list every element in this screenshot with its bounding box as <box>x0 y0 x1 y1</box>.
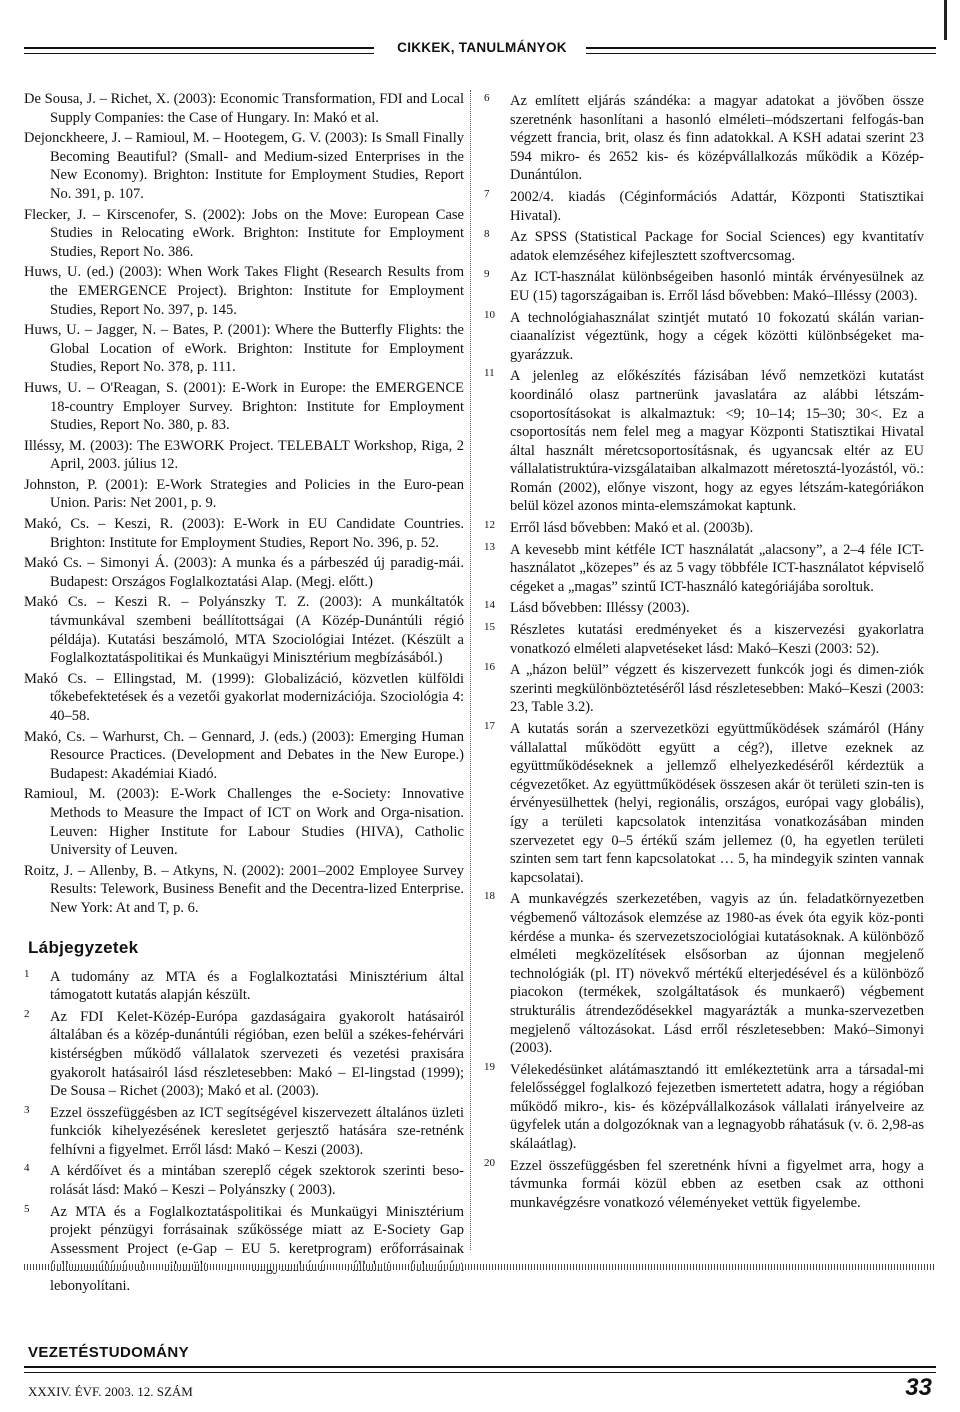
footnote-number: 11 <box>484 367 495 380</box>
reference-item: Makó Cs. – Keszi R. – Polyánszky T. Z. (2003): A munkáltatók távmunkával szembeni beállítottságai (A Közép-Dunántúli régió példája). Kutatási beszámoló, MTA Szociológiai Intézet. (Készült a Foglalkoztatáspolitikai és Munkaügyi Minisztérium megbízásából.) <box>24 594 464 667</box>
reference-item: Ramioul, M. (2003): E-Work Challenges the e-Society: Innovative Methods to Measure the Impact of ICT on Work and Orga-nisation. Leuven: Higher Institute for Labour Studies (HIVA), Catholic University of Leuven. <box>24 786 464 859</box>
footnote-item <box>484 1061 924 1154</box>
reference-list <box>24 90 464 918</box>
reference-item: Johnston, P. (2001): E-Work Strategies and Policies in the Euro-pean Union. Paris: Net 2001, p. 9. <box>24 476 464 512</box>
section-header-title: CIKKEK, TANULMÁNYOK <box>397 40 567 55</box>
footnote-number: 2 <box>24 1007 30 1020</box>
reference-item: Huws, U. (ed.) (2003): When Work Takes Flight (Research Results from the EMERGENCE Project). Brighton: Institute for Employment Studies, Report No. 397, p. 145. <box>24 264 464 318</box>
column-divider <box>470 90 471 1250</box>
footer-rule <box>24 1366 936 1373</box>
footnote-item <box>484 1157 924 1213</box>
footnote-list-left <box>24 968 464 1296</box>
footnote-text: A munkavégzés szerkezetében, vagyis az ún. feladatkörnyezetben végbemenő változások elemzése az 1980-as évek óta egyik köz-ponti kérdése a munka- és szervezetszociológiai kutatásoknak. A különböző elméleti megközelítések elsősorban az újonnan megjelenő technológiák (pl. IT) növekvő mértékű elterjedésével és a különböző piacokon (termékek, szolgáltatások és munkaerő) végbement strukturális átrendeződésekkel magyarázták a munka-szervezetben megjelenő változásokat. Lásd erről részletesebben: Makó–Simonyi (2003). <box>510 891 924 1057</box>
footnote-number: 17 <box>484 720 495 732</box>
footnote-number: 8 <box>484 228 490 241</box>
footnote-number: 19 <box>484 1060 495 1073</box>
footnote-number: 18 <box>484 890 495 903</box>
footnote-number: 9 <box>484 268 490 281</box>
footnotes-heading: Lábjegyzetek <box>28 937 139 957</box>
footnote-text: Részletes kutatási eredményeket és a kiszervezési gyakorlatra vonatkozó elméleti alapvetéseket lásd: Makó–Keszi (2003: 52). <box>510 622 924 657</box>
footnote-text: Ezzel összefüggésben fel szeretnénk hívni a figyelmet arra, hogy a távmunka formái közül ebben az esetben csak az otthoni munkavégzésre vonatkozó véleményeket vettük figyelembe. <box>510 1157 924 1211</box>
footnote-text: Ezzel összefüggésben az ICT segítségével kiszervezett általános üzleti funkciók kihelyezésének keresletet gerjesztő hatására sze-retnénk felhívni a figyelmet. Erről lásd: Makó – Keszi (2003). <box>50 1104 464 1158</box>
footnote-number: 6 <box>484 92 490 104</box>
footnote-text: Erről lásd bővebben: Makó et al. (2003b). <box>510 520 754 537</box>
footnote-number: 13 <box>484 540 495 553</box>
footnote-item <box>484 92 924 185</box>
footnote-item <box>484 621 924 658</box>
reference-item: De Sousa, J. – Richet, X. (2003): Economic Transformation, FDI and Local Supply Companies: the Case of Hungary. In: Makó et al. <box>24 91 464 126</box>
bottom-rule <box>24 1264 936 1270</box>
footnote-item <box>484 720 924 887</box>
reference-item: Makó, Cs. – Keszi, R. (2003): E-Work in EU Candidate Countries. Brighton: Institute for Employment Studies, Report No. 396, p. 52. <box>24 516 464 551</box>
footnote-text: 2002/4. kiadás (Céginformációs Adattár, Központi Statisztikai Hivatal). <box>510 188 924 224</box>
footnote-item <box>484 661 924 717</box>
page-edge-mark <box>944 0 947 40</box>
footnote-text: A „házon belül” végzett és kiszervezett funkcók jogi és dimen-ziók szerinti megkülönböztetéséről lásd részletesebben: Makó–Keszi (2003: 23, Table 3.2). <box>510 662 924 716</box>
footnote-number: 10 <box>484 308 495 321</box>
page-number: 33 <box>905 1374 932 1401</box>
issue-info: XXXIV. ÉVF. 2003. 12. SZÁM <box>28 1384 193 1399</box>
footnote-text: A kutatás során a szervezetközi együttműködések számáról (Hány vállalattal működött együtt a cég?), illetve ezeknek az együttműködéseknek a jellemző elhelyezkedéséről kérdeztük a cégvezetőket. Az együttműködések összesen akár öt területi szin-ten is érvényesülhettek (helyi, regionális, országos, európai vagy globális), így a területi kapcsolatok intenzitása vonatkozásában minden szervezetet egy 0–5 értékű szám jellemez (0, ha egyetlen területi szinten sem tart fenn kapcsolatokat … 5, ha mindegyik szinten vannak kapcsolatai). <box>510 721 924 886</box>
footnote-item <box>24 1203 464 1296</box>
reference-item: Roitz, J. – Allenby, B. – Atkyns, N. (2002): 2001–2002 Employee Survey Results: Telework, Business Benefit and the Decentra-lized Enterprise. New York: At and T, p. 6. <box>24 862 464 916</box>
footnote-number: 4 <box>24 1162 30 1175</box>
footnote-number: 14 <box>484 599 495 612</box>
footnote-item <box>24 1104 464 1160</box>
header-rule-right <box>586 47 936 54</box>
footnote-number: 20 <box>484 1156 495 1169</box>
footnote-item <box>24 1008 464 1101</box>
footnote-number: 1 <box>24 967 30 980</box>
footnote-item <box>484 541 924 597</box>
footnote-number: 3 <box>24 1103 30 1116</box>
footnote-item <box>484 890 924 1057</box>
reference-item: Makó Cs. – Ellingstad, M. (1999): Globalizáció, közvetlen külföldi tőkebefektetések és a vezetői gyakorlat modernizációja. Szociológia 4: 40–58. <box>24 670 464 724</box>
footnote-text: Az FDI Kelet-Közép-Európa gazdaságaira gyakorolt hatásairól általában és a közép-dunántúli régióban, ezen belül a székes-fehérvári kistérségben működő vállalatok szervezeti és vezetési praxisára gyakorolt hatásairól lásd részletesebben: Makó – El-lingstad (1999); De Sousa – Richet (2003); Makó et al. (2003). <box>50 1008 464 1100</box>
journal-title: VEZETÉSTUDOMÁNY <box>28 1344 190 1361</box>
footnote-number: 5 <box>24 1202 30 1215</box>
footnote-text: Lásd bővebben: Illéssy (2003). <box>510 600 690 617</box>
reference-item: Dejonckheere, J. – Ramioul, M. – Hootegem, G. V. (2003): Is Small Finally Becoming Beautiful? (Small- and Medium-sized Enterprises in the New Economy). Brighton: Institute for Employment Studies, Report No. 391, p. 107. <box>24 130 464 202</box>
footnote-item <box>484 268 924 305</box>
footnote-item <box>484 228 924 265</box>
footnote-text: Vélekedésünket alátámasztandó itt emlékeztetünk arra a társadal-mi felelősséggel foglalkozó fejezetben ismertetett adatra, hogy a régióban működő mikro-, kis- és középvállalkozások vállalati irányelveire az ügyfelek után a dolgozóknak van a legnagyobb ráhatásuk (v. ö. 2,98-as skálaátlag). <box>510 1061 924 1153</box>
footnote-text: A kérdőívet és a mintában szereplő cégek szektorok szerinti beso-rolását lásd: Makó – Keszi – Polyánszky ( 2003). <box>50 1163 464 1199</box>
footnote-text: Az ICT-használat különbségeiben hasonló minták érvényesülnek az EU (15) tagországaiban is. Erről lásd bővebben: Makó–Illéssy (2003). <box>510 269 924 304</box>
footnote-text: Az SPSS (Statistical Package for Social Sciences) egy kvantitatív adatok elemzéséhez kifejlesztett szoftvercsomag. <box>510 229 924 264</box>
header-rule-left <box>24 47 374 54</box>
reference-item: Illéssy, M. (2003): The E3WORK Project. TELEBALT Workshop, Riga, 2 April, 2003. július 12. <box>24 437 464 473</box>
footnote-item <box>484 519 924 538</box>
footnote-text: A tudomány az MTA és a Foglalkoztatási Minisztérium által támogatott kutatás alapján készült. <box>50 968 464 1004</box>
footnote-number: 12 <box>484 519 495 532</box>
footnote-text: A jelenleg az előkészítés fázisában lévő nemzetközi kutatást koordináló olasz partnerünk javaslatára az alábbi létszám-csoportosításokat is alkalmaztuk: <9; 10–14; 15–30; 30<. Ez a csoportosítás nem felel meg a magyar Központi Statisztikai Hivatal által használt méretcsoportosításnak, és ugyancsak eltér az EU vállalatistruktúra-vizsgálataiban alkalmazott méretosztá-lyozástól, vö.: Román (2002), előnye viszont, hogy az egyes létszám-kategóriákon belül közel azonos minta-elemszámokat kaptunk. <box>510 368 924 515</box>
footnote-item <box>484 367 924 516</box>
footnote-number: 16 <box>484 661 495 674</box>
reference-item: Huws, U. – Jagger, N. – Bates, P. (2001): Where the Butterfly Flights: the Global Location of eWork. Brighton: Institute for Employment Studies, Report No. 378, p. 111. <box>24 322 464 376</box>
footnote-number: 7 <box>484 187 490 200</box>
footnote-text: Az MTA és a Foglalkoztatáspolitikai és Munkaügyi Minisztérium projekt pénzügyi forrásainak szűkössége miatt az E-Society Gap Assessment Project (e-Gap – EU 5. keretprogram) erőforrásainak lebonyolítani. <box>50 1203 464 1295</box>
footnote-item <box>24 1162 464 1199</box>
footnote-item <box>484 599 924 618</box>
right-column <box>484 92 924 1215</box>
footnote-item <box>484 188 924 225</box>
footnote-item <box>24 968 464 1005</box>
reference-item: Huws, U. – O'Reagan, S. (2001): E-Work in Europe: the EMERGENCE 18-country Employer Survey. Brighton: Institute for Employment Studies, Report No. 380, p. 83. <box>24 379 464 434</box>
running-header <box>24 40 936 58</box>
reference-item: Makó Cs. – Simonyi Á. (2003): A munka és a párbeszéd új paradig-mái. Budapest: Országos Foglalkoztatási Alap. (Megj. előtt.) <box>24 555 464 590</box>
footnote-text: A technológiahasználat szintjét mutató 10 fokozatú skálán varian-ciaanalízist végeztünk, hogy a cégek közötti különbségeket ma-gyarázzuk. <box>510 309 924 363</box>
footnote-item <box>484 309 924 365</box>
reference-item: Makó, Cs. – Warhurst, Ch. – Gennard, J. (eds.) (2003): Emerging Human Resource Practices. (Development and Debates in the New Europe.) Budapest: Akadémiai Kiadó. <box>24 728 464 782</box>
reference-item: Flecker, J. – Kirscenofer, S. (2002): Jobs on the Move: European Case Studies in Relocating eWork. Brighton: Institute for Employment Studies, Report No. 386. <box>24 206 464 260</box>
footnote-number: 15 <box>484 621 495 634</box>
footnote-text: Az említett eljárás szándéka: a magyar adatokat a jövőben össze szeretnénk hasonlítani a hasonló elméleti–módszertani felfogás-ban végzett francia, brit, olasz és finn adatokkal. A KSH adatai szerint 23 594 mikro- és 2652 kis- és középvállalkozás működik a Közép-Dunántúlon. <box>510 93 924 184</box>
footnote-text: A kevesebb mint kétféle ICT használatát „alacsony”, a 2–4 féle ICT-használatot „közepes” és az 5 vagy többféle ICT-használatot képviselő cégeket a „magas” szintű ICT-használó kategóriájába soroltuk. <box>510 541 924 595</box>
left-column <box>24 90 464 1299</box>
